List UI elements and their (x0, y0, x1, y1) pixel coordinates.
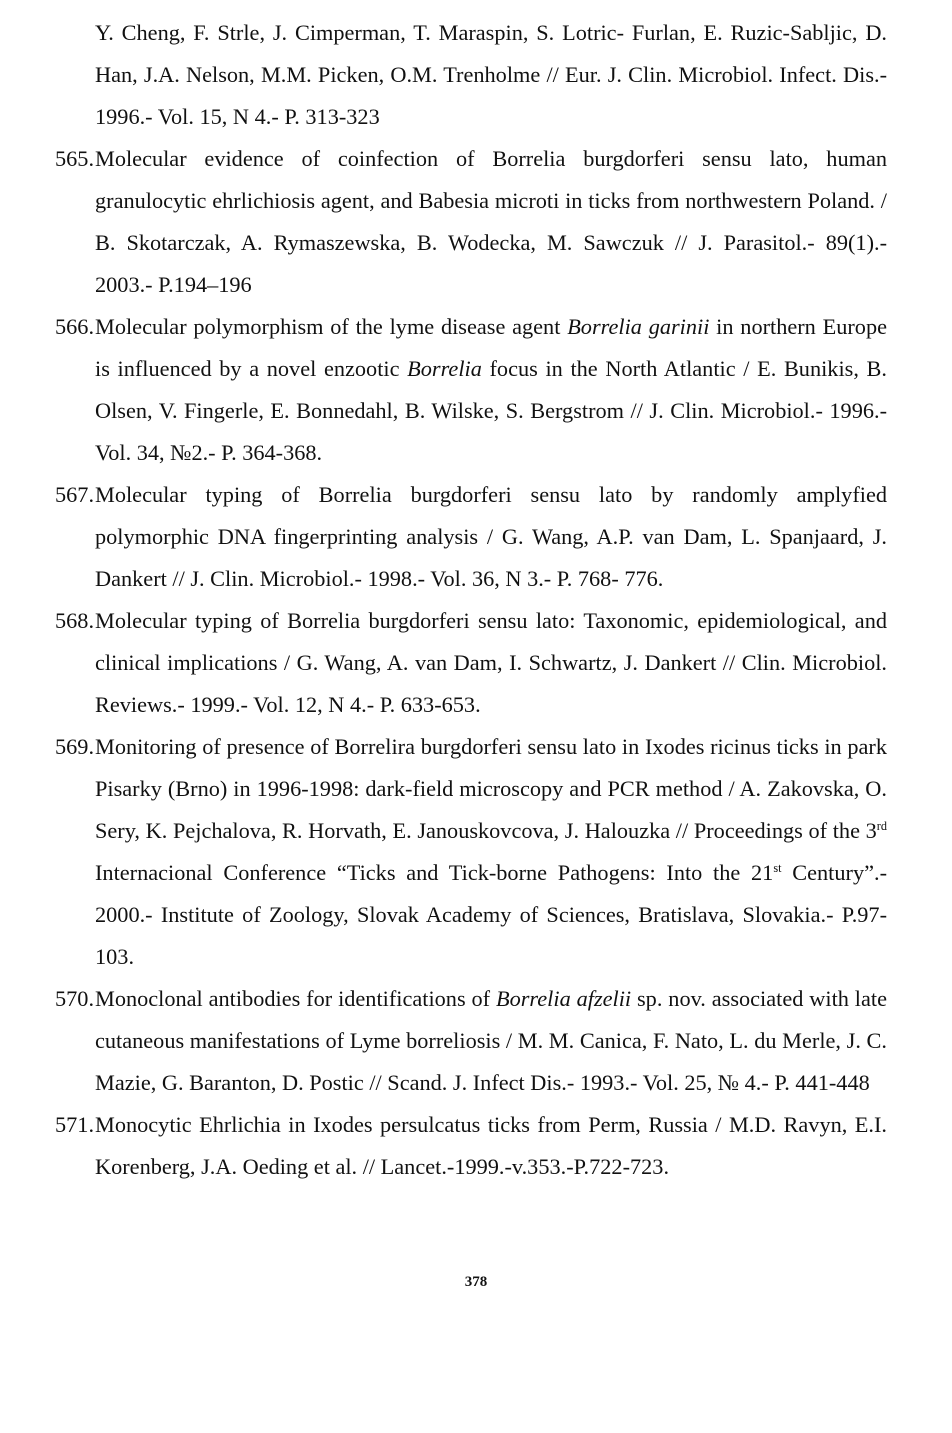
reference-text-part: focus in the North Atlantic / E. Bunikis, B. Olsen, V. Fingerle, E. Bonnedahl, B. Wilske, S. Bergstrom // J. Clin. Microbiol.- 1996.- Vol. 34, №2.- P. 364-368. (95, 356, 887, 465)
reference-text (95, 978, 887, 1104)
reference-text (95, 600, 887, 726)
reference-entry-571 (55, 1104, 887, 1188)
reference-text-part: Monocytic Ehrlichia in Ixodes persulcatus ticks from Perm, Russia / M.D. Ravyn, E.I. Korenberg, J.A. Oeding et al. // Lancet.-1999.-v.353.-P.722-723. (95, 1112, 887, 1179)
reference-text-part: Molecular polymorphism of the lyme disease agent (95, 314, 568, 339)
reference-list (55, 138, 887, 1188)
species-name-italic: Borrelia garinii (567, 314, 710, 339)
reference-entry-570 (55, 978, 887, 1104)
page-number: 378 (464, 1274, 488, 1290)
reference-text (95, 306, 887, 474)
reference-text-part: sp. nov. associated with late cutaneous manifestations of Lyme borreliosis / M. M. Canica, F. Nato, L. du Merle, J. C. Mazie, G. Baranton, D. Postic // Scand. J. Infect Dis.- 1993.- Vol. 25, № 4.- P. 441-448 (95, 986, 887, 1095)
reference-continuation (95, 12, 887, 138)
reference-number: 570. (55, 986, 95, 1011)
reference-text (95, 726, 887, 978)
reference-number: 567. (55, 482, 95, 507)
reference-entry-565 (55, 138, 887, 306)
reference-entry-569 (55, 726, 887, 978)
reference-entry-566 (55, 306, 887, 474)
reference-text (95, 138, 887, 306)
reference-text-part: Monitoring of presence of Borrelira burgdorferi sensu lato in Ixodes ricinus ticks in park Pisarky (Brno) in 1996-1998: dark-field microscopy and PCR method / A. Zakovska, O. Sery, K. Pejchalova, R. Horvath, E. Janouskovcova, J. Halouzka // Proceedings of the 3 (95, 734, 887, 843)
reference-number: 566. (55, 314, 95, 339)
ordinal-superscript: rd (876, 819, 887, 834)
genus-name-italic: Borrelia (407, 356, 482, 381)
reference-number: 571. (55, 1112, 95, 1137)
species-name-italic: Borrelia afzelii (495, 986, 632, 1011)
reference-text-part: Molecular evidence of coinfection of Borrelia burgdorferi sensu lato, human granulocytic ehrlichiosis agent, and Babesia microti in ticks from northwestern Poland. / B. Skotarczak, A. Rymaszewska, B. Wodecka, M. Sawczuk // J. Parasitol.- 89(1).- 2003.- P.194–196 (95, 146, 887, 297)
reference-number: 569. (55, 734, 95, 759)
reference-entry-568 (55, 600, 887, 726)
reference-text-part: Century”.- 2000.- Institute of Zoology, Slovak Academy of Sciences, Bratislava, Slovakia.- P.97-103. (95, 860, 887, 969)
reference-entry-567 (55, 474, 887, 600)
reference-number: 568. (55, 608, 95, 633)
reference-text-part: Internacional Conference “Ticks and Tick-borne Pathogens: Into the 21 (95, 860, 774, 885)
reference-text (95, 474, 887, 600)
reference-text-part: in northern Europe is influenced by a novel enzootic (95, 314, 887, 381)
ordinal-superscript: st (773, 861, 782, 876)
reference-text-part: Monoclonal antibodies for identifications of (95, 986, 496, 1011)
reference-text-part: Molecular typing of Borrelia burgdorferi sensu lato: Taxonomic, epidemiological, and clinical implications / G. Wang, A. van Dam, I. Schwartz, J. Dankert // Clin. Microbiol. Reviews.- 1999.- Vol. 12, N 4.- P. 633-653. (95, 608, 887, 717)
reference-continuation-text: Y. Cheng, F. Strle, J. Cimperman, T. Maraspin, S. Lotric- Furlan, E. Ruzic-Sabljic, D. Han, J.A. Nelson, M.M. Picken, O.M. Trenholme // Eur. J. Clin. Microbiol. Infect. Dis.- 1996.- Vol. 15, N 4.- P. 313-323 (95, 20, 887, 129)
reference-number: 565. (55, 146, 95, 171)
reference-text-part: Molecular typing of Borrelia burgdorferi sensu lato by randomly amplyfied polymorphic DNA fingerprinting analysis / G. Wang, A.P. van Dam, L. Spanjaard, J. Dankert // J. Clin. Microbiol.- 1998.- Vol. 36, N 3.- P. 768- 776. (95, 482, 887, 591)
reference-text (95, 1104, 887, 1188)
